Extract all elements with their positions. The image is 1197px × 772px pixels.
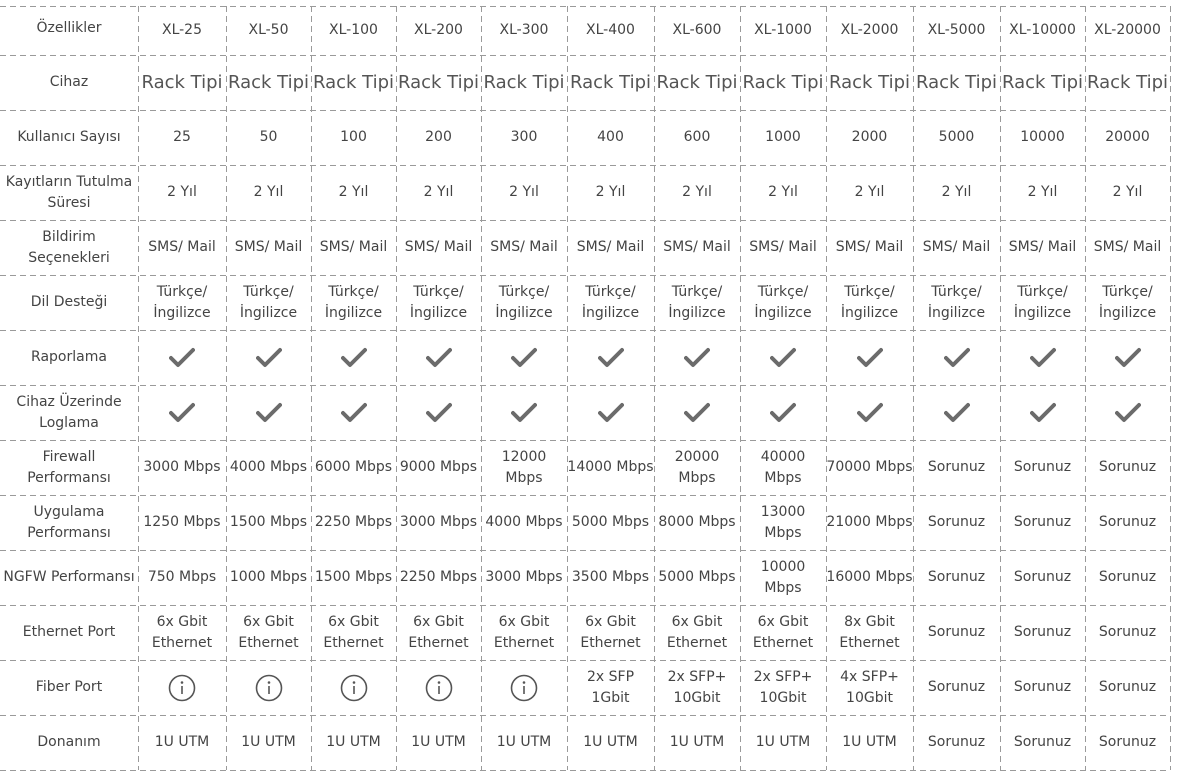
cell-uygulama: 13000 Mbps (760, 503, 806, 541)
check-icon (138, 330, 226, 385)
cell-kayit: 2 Yıl (338, 184, 369, 200)
check-icon (913, 385, 1000, 440)
cell-kullanici: 2000 (851, 129, 888, 145)
model-header: XL-400 (586, 22, 635, 38)
cell-cihaz: Rack Tipi (915, 71, 998, 93)
cell-uygulama: 5000 Mbps (571, 514, 650, 530)
cell-firewall: 40000 Mbps (760, 448, 806, 486)
cell-ethernet: 6x Gbit Ethernet (580, 613, 641, 651)
check-icon (226, 330, 311, 385)
cell-cihaz: Rack Tipi (483, 71, 565, 93)
cell-firewall: 70000 Mbps (826, 459, 913, 475)
row-label-loglama: Cihaz Üzerinde Loglama (16, 393, 122, 431)
cell-donanim: 1U UTM (326, 734, 381, 750)
check-icon (396, 330, 481, 385)
cell-fiber: 2x SFP+ 10Gbit (753, 668, 813, 706)
row-label-kullanici: Kullanıcı Sayısı (17, 129, 121, 145)
cell-dil: Türkçe/ İngilizce (239, 283, 298, 321)
cell-ethernet: Sorunuz (1098, 624, 1157, 640)
cell-ngfw: 3500 Mbps (571, 569, 650, 585)
cell-bildirim: SMS/ Mail (234, 239, 303, 255)
cell-ethernet: 6x Gbit Ethernet (408, 613, 469, 651)
cell-kayit: 2 Yıl (768, 184, 798, 200)
model-header: XL-600 (672, 22, 722, 38)
cell-ngfw: Sorunuz (1013, 569, 1072, 585)
cell-kayit: 2 Yıl (253, 184, 284, 200)
cell-fiber: Sorunuz (1013, 679, 1072, 695)
cell-fiber: Sorunuz (1098, 679, 1157, 695)
check-icon (1000, 385, 1085, 440)
cell-donanim: Sorunuz (1098, 734, 1157, 750)
check-icon (396, 385, 481, 440)
check-icon (1000, 330, 1085, 385)
cell-dil: Türkçe/ İngilizce (1098, 283, 1157, 321)
cell-bildirim: SMS/ Mail (835, 239, 904, 255)
row-label-ngfw: NGFW Performansı (3, 569, 135, 585)
check-icon (567, 330, 654, 385)
cell-ngfw: 5000 Mbps (658, 569, 736, 585)
cell-kayit: 2 Yıl (595, 184, 626, 200)
cell-kullanici: 10000 (1020, 129, 1065, 145)
check-icon (826, 385, 913, 440)
cell-cihaz: Rack Tipi (1086, 71, 1169, 93)
model-header: XL-200 (414, 22, 463, 38)
cell-ngfw: 16000 Mbps (826, 569, 913, 585)
cell-ethernet: 6x Gbit Ethernet (666, 613, 728, 651)
check-icon (654, 385, 740, 440)
cell-ethernet: 6x Gbit Ethernet (493, 613, 555, 651)
cell-dil: Türkçe/ İngilizce (927, 283, 986, 321)
cell-cihaz: Rack Tipi (1001, 71, 1084, 93)
cell-firewall: 12000 Mbps (501, 448, 547, 486)
cell-dil: Türkçe/ İngilizce (153, 283, 211, 321)
cell-kayit: 2 Yıl (423, 184, 454, 200)
cell-kayit: 2 Yıl (167, 184, 197, 200)
cell-firewall: 6000 Mbps (314, 459, 393, 475)
cell-bildirim: SMS/ Mail (148, 239, 216, 255)
model-header: XL-100 (329, 22, 378, 38)
cell-kayit: 2 Yıl (1112, 184, 1143, 200)
cell-kullanici: 200 (425, 129, 452, 145)
cell-ethernet: 6x Gbit Ethernet (238, 613, 299, 651)
cell-ngfw: 1500 Mbps (314, 569, 393, 585)
cell-ngfw: 1000 Mbps (229, 569, 308, 585)
cell-uygulama: 8000 Mbps (658, 514, 736, 530)
cell-dil: Türkçe/ İngilizce (754, 283, 812, 321)
cell-fiber: 4x SFP+ 10Gbit (840, 668, 899, 706)
check-icon (740, 385, 826, 440)
cell-ethernet: 6x Gbit Ethernet (752, 613, 814, 651)
info-icon (138, 660, 226, 715)
model-header: XL-20000 (1094, 22, 1161, 38)
cell-ngfw: Sorunuz (1098, 569, 1157, 585)
cell-uygulama: Sorunuz (1013, 514, 1072, 530)
row-label-donanim: Donanım (37, 734, 101, 750)
cell-firewall: 3000 Mbps (143, 459, 221, 475)
check-icon (481, 330, 567, 385)
model-header: XL-10000 (1009, 22, 1076, 38)
cell-kayit: 2 Yıl (941, 184, 972, 200)
cell-cihaz: Rack Tipi (397, 71, 480, 93)
cell-ethernet: 6x Gbit Ethernet (151, 613, 213, 651)
check-icon (1085, 330, 1170, 385)
check-icon (481, 385, 567, 440)
cell-kullanici: 20000 (1105, 129, 1150, 145)
model-header: XL-1000 (754, 22, 812, 38)
row-label-kayit: Kayıtların Tutulma Süresi (5, 173, 133, 211)
cell-bildirim: SMS/ Mail (749, 239, 817, 255)
check-icon (740, 330, 826, 385)
info-icon (396, 660, 481, 715)
model-header: XL-300 (499, 22, 549, 38)
info-icon (226, 660, 311, 715)
cell-cihaz: Rack Tipi (656, 71, 738, 93)
info-icon (311, 660, 396, 715)
cell-firewall: 9000 Mbps (399, 459, 478, 475)
row-label-raporlama: Raporlama (31, 349, 107, 365)
cell-ethernet: 8x Gbit Ethernet (839, 613, 900, 651)
cell-cihaz: Rack Tipi (141, 71, 223, 93)
cell-ngfw: 750 Mbps (147, 569, 217, 585)
cell-cihaz: Rack Tipi (312, 71, 395, 93)
cell-firewall: Sorunuz (1013, 459, 1072, 475)
row-label-bildirim: Bildirim Seçenekleri (28, 228, 110, 266)
row-label-dil: Dil Desteği (30, 294, 108, 310)
cell-bildirim: SMS/ Mail (576, 239, 645, 255)
cell-kayit: 2 Yıl (682, 184, 712, 200)
cell-ngfw: 2250 Mbps (399, 569, 478, 585)
cell-ngfw: 10000 Mbps (760, 558, 806, 596)
model-header: XL-50 (248, 22, 289, 38)
cell-uygulama: Sorunuz (1098, 514, 1157, 530)
cell-ngfw: Sorunuz (927, 569, 986, 585)
cell-kayit: 2 Yıl (509, 184, 539, 200)
check-icon (311, 330, 396, 385)
cell-dil: Türkçe/ İngilizce (668, 283, 726, 321)
model-header: XL-2000 (840, 22, 899, 38)
cell-kullanici: 50 (259, 129, 278, 145)
cell-dil: Türkçe/ İngilizce (495, 283, 553, 321)
row-label-cihaz: Cihaz (49, 74, 89, 90)
cell-bildirim: SMS/ Mail (1093, 239, 1162, 255)
check-icon (567, 385, 654, 440)
cell-kullanici: 300 (510, 129, 538, 145)
cell-firewall: 14000 Mbps (567, 459, 654, 475)
cell-fiber: 2x SFP 1Gbit (586, 668, 635, 706)
cell-firewall: Sorunuz (1098, 459, 1157, 475)
cell-bildirim: SMS/ Mail (490, 239, 558, 255)
cell-cihaz: Rack Tipi (569, 71, 652, 93)
cell-cihaz: Rack Tipi (828, 71, 911, 93)
cell-uygulama: 21000 Mbps (826, 514, 913, 530)
cell-kullanici: 600 (683, 129, 711, 145)
cell-dil: Türkçe/ İngilizce (1013, 283, 1072, 321)
check-icon (826, 330, 913, 385)
cell-kayit: 2 Yıl (854, 184, 885, 200)
cell-firewall: 20000 Mbps (674, 448, 720, 486)
cell-ethernet: Sorunuz (1013, 624, 1072, 640)
cell-kullanici: 100 (340, 129, 367, 145)
cell-kayit: 2 Yıl (1027, 184, 1058, 200)
cell-dil: Türkçe/ İngilizce (840, 283, 899, 321)
header-label: Özellikler (36, 20, 102, 36)
cell-fiber: 2x SFP+ 10Gbit (667, 668, 727, 706)
row-label-ethernet: Ethernet Port (22, 624, 116, 640)
info-icon (481, 660, 567, 715)
cell-uygulama: 2250 Mbps (314, 514, 393, 530)
check-icon (226, 385, 311, 440)
cell-bildirim: SMS/ Mail (1008, 239, 1077, 255)
cell-donanim: 1U UTM (669, 734, 725, 750)
cell-donanim: 1U UTM (583, 734, 638, 750)
cell-bildirim: SMS/ Mail (922, 239, 991, 255)
check-icon (311, 385, 396, 440)
cell-cihaz: Rack Tipi (227, 71, 310, 93)
cell-donanim: 1U UTM (411, 734, 466, 750)
cell-uygulama: Sorunuz (927, 514, 986, 530)
cell-cihaz: Rack Tipi (742, 71, 824, 93)
model-header: XL-5000 (927, 22, 986, 38)
cell-dil: Türkçe/ İngilizce (324, 283, 383, 321)
cell-uygulama: 1250 Mbps (143, 514, 221, 530)
cell-kullanici: 400 (597, 129, 624, 145)
cell-dil: Türkçe/ İngilizce (409, 283, 468, 321)
cell-donanim: Sorunuz (927, 734, 986, 750)
cell-bildirim: SMS/ Mail (319, 239, 388, 255)
cell-uygulama: 1500 Mbps (229, 514, 308, 530)
model-header: XL-25 (161, 22, 202, 38)
cell-bildirim: SMS/ Mail (404, 239, 473, 255)
cell-kullanici: 1000 (765, 129, 801, 145)
cell-fiber: Sorunuz (927, 679, 986, 695)
cell-kullanici: 5000 (938, 129, 975, 145)
check-icon (1085, 385, 1170, 440)
cell-donanim: 1U UTM (154, 734, 210, 750)
cell-ethernet: 6x Gbit Ethernet (323, 613, 384, 651)
row-label-uygulama: Uygulama Performansı (27, 503, 111, 541)
cell-ngfw: 3000 Mbps (485, 569, 563, 585)
cell-ethernet: Sorunuz (927, 624, 986, 640)
check-icon (913, 330, 1000, 385)
cell-firewall: Sorunuz (927, 459, 986, 475)
cell-kullanici: 25 (173, 129, 191, 145)
row-label-firewall: Firewall Performansı (27, 448, 111, 486)
check-icon (138, 385, 226, 440)
cell-donanim: 1U UTM (842, 734, 897, 750)
cell-bildirim: SMS/ Mail (663, 239, 731, 255)
cell-uygulama: 3000 Mbps (399, 514, 478, 530)
cell-firewall: 4000 Mbps (229, 459, 308, 475)
cell-donanim: 1U UTM (496, 734, 552, 750)
row-label-fiber: Fiber Port (35, 679, 103, 695)
cell-donanim: Sorunuz (1013, 734, 1072, 750)
check-icon (654, 330, 740, 385)
cell-donanim: 1U UTM (241, 734, 296, 750)
cell-dil: Türkçe/ İngilizce (581, 283, 640, 321)
cell-uygulama: 4000 Mbps (485, 514, 563, 530)
cell-donanim: 1U UTM (755, 734, 811, 750)
